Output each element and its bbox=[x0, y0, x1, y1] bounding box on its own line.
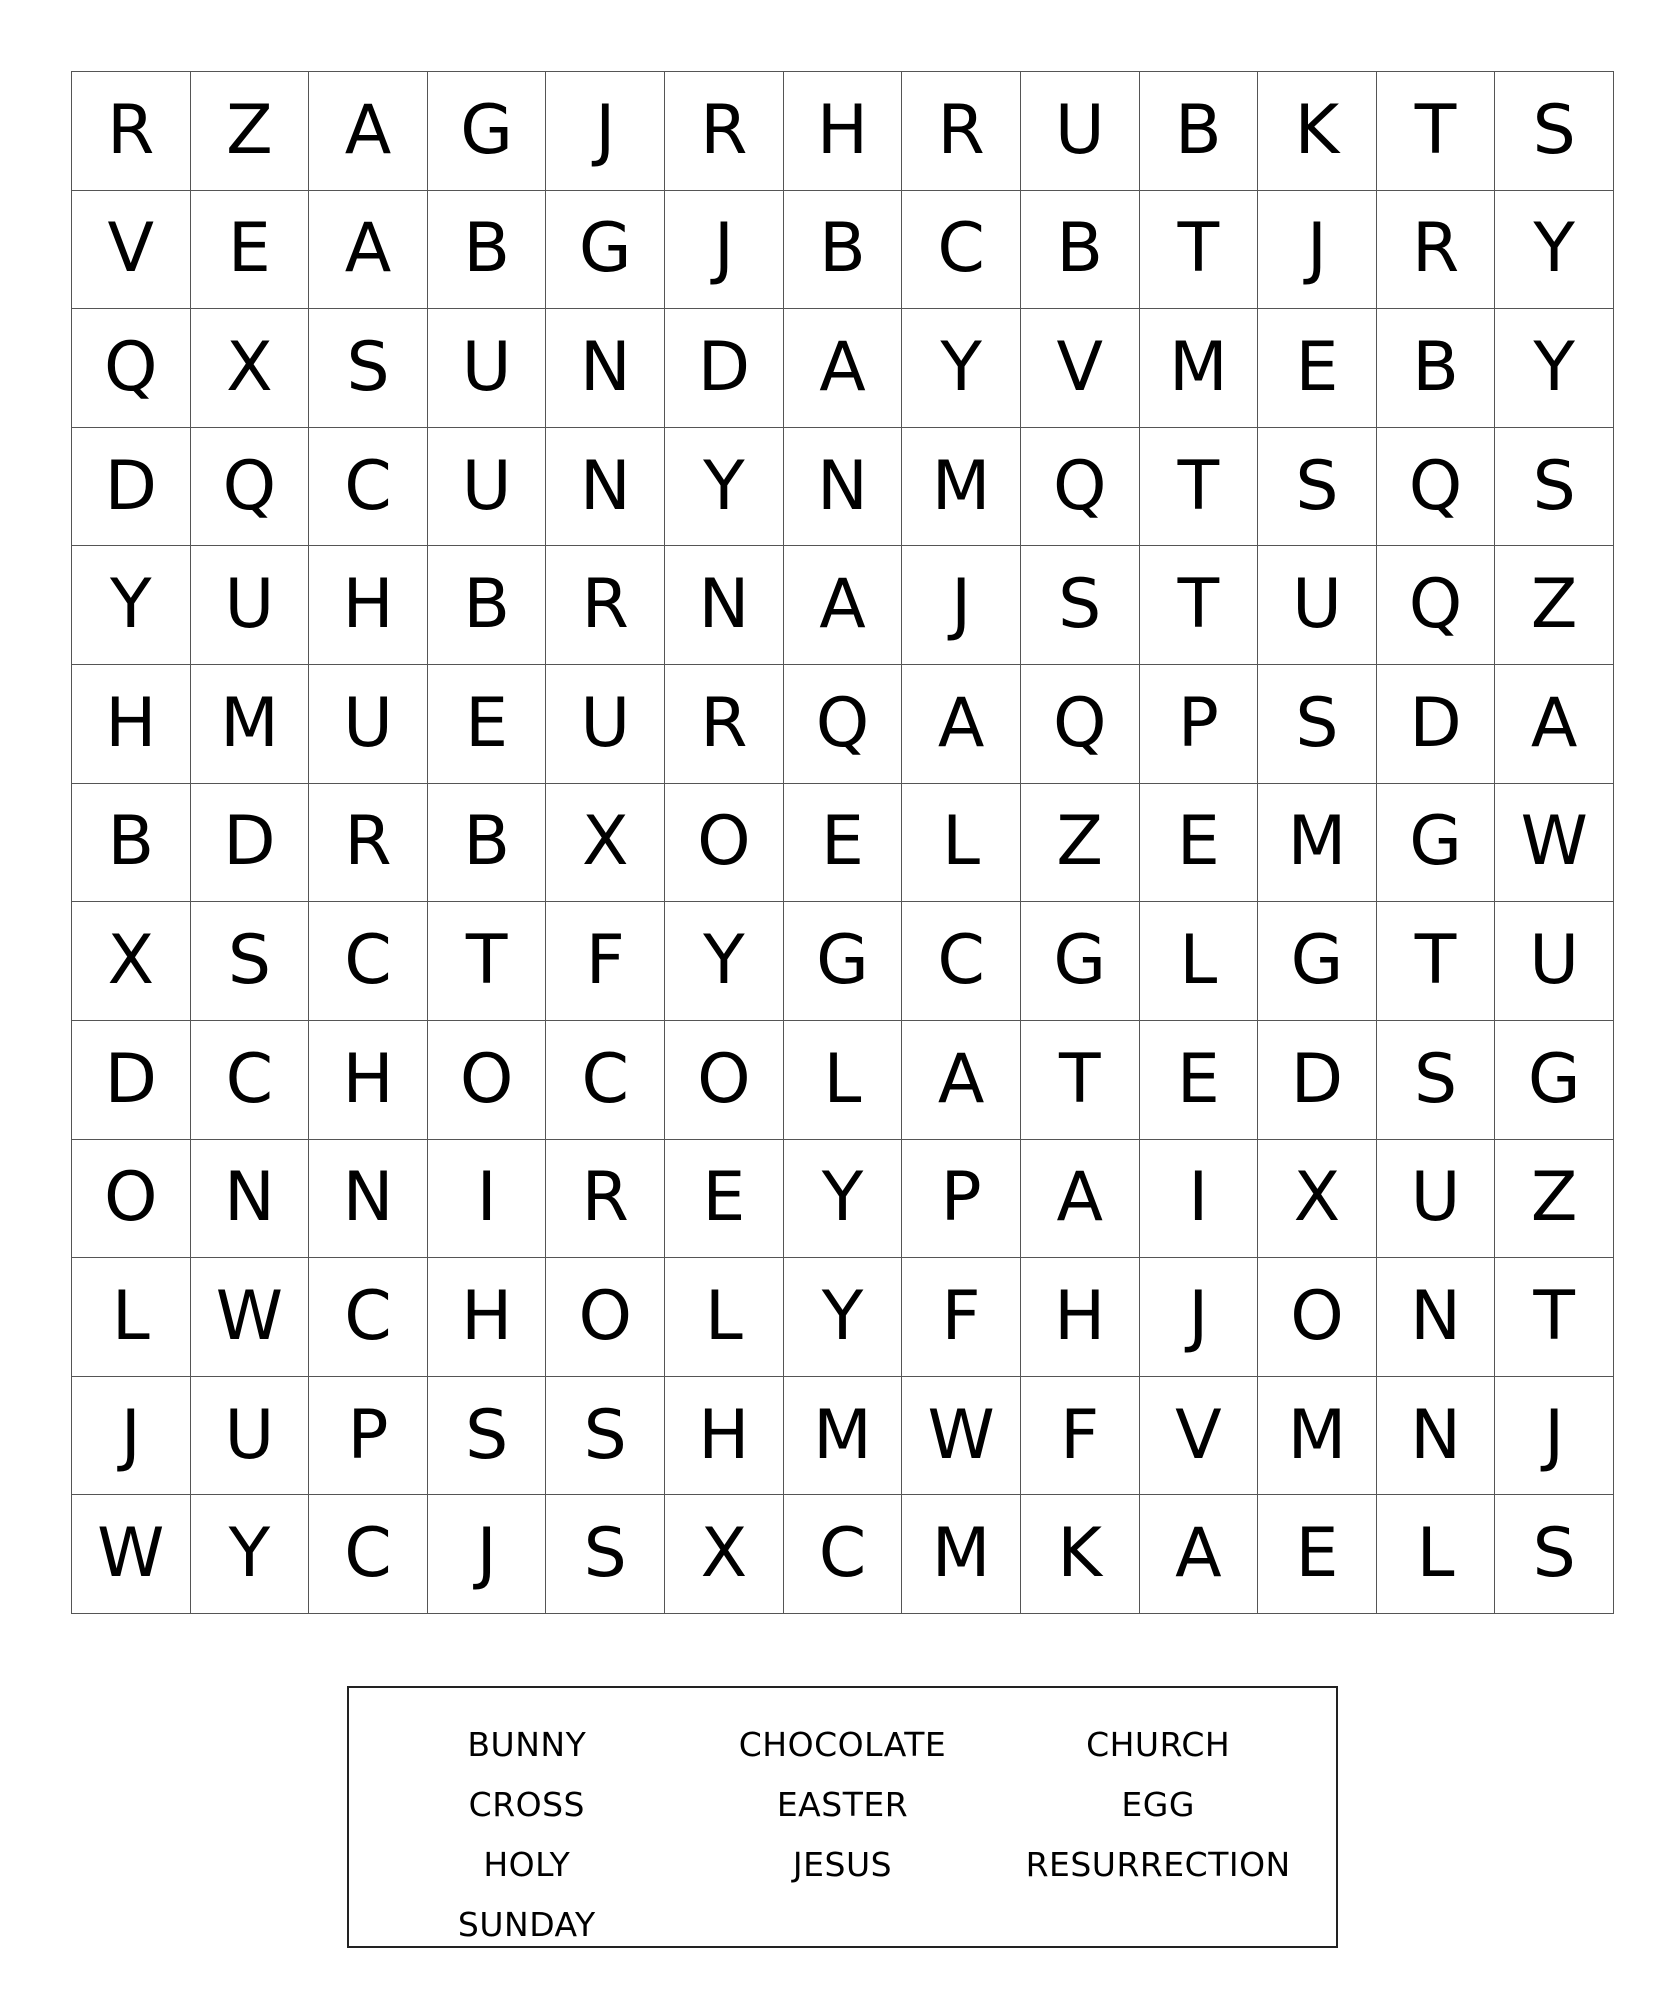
grid-cell[interactable]: J bbox=[546, 72, 665, 191]
grid-cell[interactable]: I bbox=[1140, 1140, 1259, 1259]
grid-cell[interactable]: B bbox=[784, 191, 903, 310]
grid-cell[interactable]: N bbox=[1377, 1258, 1496, 1377]
grid-cell[interactable]: N bbox=[1377, 1377, 1496, 1496]
word-bank-item: CHOCOLATE bbox=[738, 1724, 947, 1764]
grid-cell[interactable]: H bbox=[309, 546, 428, 665]
grid-cell[interactable]: C bbox=[546, 1021, 665, 1140]
grid-cell[interactable]: U bbox=[309, 665, 428, 784]
grid-cell[interactable]: O bbox=[1258, 1258, 1377, 1377]
grid-cell[interactable]: H bbox=[1021, 1258, 1140, 1377]
grid-cell[interactable]: E bbox=[1258, 1495, 1377, 1614]
grid-cell[interactable]: S bbox=[1021, 546, 1140, 665]
grid-cell[interactable]: Y bbox=[665, 428, 784, 547]
grid-cell[interactable]: R bbox=[665, 72, 784, 191]
grid-cell[interactable]: R bbox=[902, 72, 1021, 191]
grid-cell[interactable]: B bbox=[1140, 72, 1259, 191]
grid-cell[interactable]: O bbox=[546, 1258, 665, 1377]
grid-cell[interactable]: X bbox=[665, 1495, 784, 1614]
grid-cell[interactable]: B bbox=[72, 784, 191, 903]
grid-cell[interactable]: T bbox=[428, 902, 547, 1021]
grid-cell[interactable]: C bbox=[784, 1495, 903, 1614]
word-bank-item: EASTER bbox=[776, 1784, 909, 1824]
grid-cell[interactable]: Z bbox=[1021, 784, 1140, 903]
word-search-grid bbox=[71, 71, 1614, 1614]
grid-cell[interactable]: A bbox=[1140, 1495, 1259, 1614]
grid-cell[interactable]: U bbox=[428, 428, 547, 547]
grid-cell[interactable]: A bbox=[309, 72, 428, 191]
grid-cell[interactable]: O bbox=[428, 1021, 547, 1140]
grid-cell[interactable]: Y bbox=[784, 1140, 903, 1259]
grid-cell[interactable]: L bbox=[1377, 1495, 1496, 1614]
grid-cell[interactable]: Y bbox=[665, 902, 784, 1021]
grid-cell[interactable]: R bbox=[72, 72, 191, 191]
word-bank-item: RESURRECTION bbox=[1025, 1844, 1291, 1884]
grid-cell[interactable]: G bbox=[1377, 784, 1496, 903]
grid-cell[interactable]: U bbox=[191, 546, 310, 665]
grid-cell[interactable]: X bbox=[1258, 1140, 1377, 1259]
grid-cell[interactable]: N bbox=[191, 1140, 310, 1259]
grid-cell[interactable]: T bbox=[1495, 1258, 1614, 1377]
grid-cell[interactable]: Q bbox=[1021, 665, 1140, 784]
grid-cell[interactable]: H bbox=[784, 72, 903, 191]
grid-cell[interactable]: R bbox=[546, 546, 665, 665]
grid-cell[interactable]: D bbox=[191, 784, 310, 903]
grid-cell[interactable]: C bbox=[902, 191, 1021, 310]
grid-cell[interactable]: G bbox=[1021, 902, 1140, 1021]
word-bank-item: SUNDAY bbox=[457, 1904, 596, 1944]
grid-cell[interactable]: Z bbox=[1495, 1140, 1614, 1259]
grid-cell[interactable]: J bbox=[665, 191, 784, 310]
grid-cell[interactable]: H bbox=[665, 1377, 784, 1496]
grid-cell[interactable]: A bbox=[1021, 1140, 1140, 1259]
grid-cell[interactable]: F bbox=[1021, 1377, 1140, 1496]
grid-cell[interactable]: S bbox=[1495, 1495, 1614, 1614]
grid-cell[interactable]: J bbox=[1258, 191, 1377, 310]
grid-cell[interactable]: P bbox=[309, 1377, 428, 1496]
grid-cell[interactable]: R bbox=[546, 1140, 665, 1259]
grid-cell[interactable]: Q bbox=[1377, 546, 1496, 665]
grid-cell[interactable]: N bbox=[546, 428, 665, 547]
word-bank-item: EGG bbox=[1121, 1784, 1195, 1824]
grid-cell[interactable]: W bbox=[1495, 784, 1614, 903]
grid-cell[interactable]: A bbox=[902, 1021, 1021, 1140]
grid-cell[interactable]: S bbox=[1377, 1021, 1496, 1140]
grid-cell[interactable]: U bbox=[428, 309, 547, 428]
grid-cell[interactable]: F bbox=[546, 902, 665, 1021]
grid-cell[interactable]: D bbox=[665, 309, 784, 428]
grid-cell[interactable]: U bbox=[1495, 902, 1614, 1021]
grid-cell[interactable]: O bbox=[665, 784, 784, 903]
word-bank-item: HOLY bbox=[483, 1844, 571, 1884]
grid-cell[interactable]: M bbox=[784, 1377, 903, 1496]
grid-cell[interactable]: I bbox=[428, 1140, 547, 1259]
grid-cell[interactable]: Y bbox=[784, 1258, 903, 1377]
grid-cell[interactable]: J bbox=[72, 1377, 191, 1496]
grid-cell[interactable]: E bbox=[784, 784, 903, 903]
grid-cell[interactable]: E bbox=[1140, 784, 1259, 903]
grid-cell[interactable]: R bbox=[1377, 191, 1496, 310]
grid-cell[interactable]: E bbox=[1140, 1021, 1259, 1140]
grid-cell[interactable]: T bbox=[1140, 546, 1259, 665]
grid-cell[interactable]: L bbox=[665, 1258, 784, 1377]
grid-cell[interactable]: G bbox=[428, 72, 547, 191]
grid-cell[interactable]: K bbox=[1258, 72, 1377, 191]
grid-cell[interactable]: A bbox=[1495, 665, 1614, 784]
grid-cell[interactable]: B bbox=[428, 546, 547, 665]
grid-cell[interactable]: W bbox=[902, 1377, 1021, 1496]
grid-cell[interactable]: M bbox=[1258, 784, 1377, 903]
grid-cell[interactable]: S bbox=[309, 309, 428, 428]
grid-cell[interactable]: E bbox=[191, 191, 310, 310]
grid-cell[interactable]: J bbox=[1140, 1258, 1259, 1377]
grid-cell[interactable]: A bbox=[784, 546, 903, 665]
grid-cell[interactable]: D bbox=[1258, 1021, 1377, 1140]
grid-cell[interactable]: N bbox=[309, 1140, 428, 1259]
grid-cell[interactable]: V bbox=[1021, 309, 1140, 428]
grid-cell[interactable]: T bbox=[1021, 1021, 1140, 1140]
grid-cell[interactable]: H bbox=[309, 1021, 428, 1140]
grid-cell[interactable]: R bbox=[309, 784, 428, 903]
grid-cell[interactable]: S bbox=[1258, 665, 1377, 784]
grid-cell[interactable]: C bbox=[309, 428, 428, 547]
grid-cell[interactable]: A bbox=[902, 665, 1021, 784]
word-bank bbox=[347, 1686, 1338, 1948]
grid-cell[interactable]: T bbox=[1377, 902, 1496, 1021]
grid-cell[interactable]: L bbox=[1140, 902, 1259, 1021]
word-bank-item: CHURCH bbox=[1086, 1724, 1231, 1764]
grid-cell[interactable]: W bbox=[191, 1258, 310, 1377]
grid-cell[interactable]: N bbox=[665, 546, 784, 665]
word-bank-item: JESUS bbox=[792, 1844, 893, 1884]
grid-cell[interactable]: Z bbox=[1495, 546, 1614, 665]
grid-cell[interactable]: L bbox=[784, 1021, 903, 1140]
grid-cell[interactable]: P bbox=[1140, 665, 1259, 784]
grid-cell[interactable]: C bbox=[309, 1258, 428, 1377]
grid-cell[interactable]: C bbox=[309, 1495, 428, 1614]
grid-cell[interactable]: J bbox=[902, 546, 1021, 665]
grid-cell[interactable]: V bbox=[1140, 1377, 1259, 1496]
grid-cell[interactable]: E bbox=[665, 1140, 784, 1259]
grid-cell[interactable]: M bbox=[902, 1495, 1021, 1614]
word-bank-item: CROSS bbox=[468, 1784, 585, 1824]
grid-cell[interactable]: Q bbox=[191, 428, 310, 547]
grid-cell[interactable]: B bbox=[428, 191, 547, 310]
grid-cell[interactable]: V bbox=[72, 191, 191, 310]
grid-cell[interactable]: M bbox=[191, 665, 310, 784]
grid-cell[interactable]: Y bbox=[72, 546, 191, 665]
grid-cell[interactable]: U bbox=[1258, 546, 1377, 665]
grid-cell[interactable]: M bbox=[902, 428, 1021, 547]
grid-cell[interactable]: Y bbox=[1495, 191, 1614, 310]
grid-cell[interactable]: C bbox=[902, 902, 1021, 1021]
grid-cell[interactable]: R bbox=[665, 665, 784, 784]
grid-cell[interactable]: S bbox=[1495, 72, 1614, 191]
grid-cell[interactable]: X bbox=[191, 309, 310, 428]
grid-cell[interactable]: O bbox=[665, 1021, 784, 1140]
grid-cell[interactable]: P bbox=[902, 1140, 1021, 1259]
grid-cell[interactable]: S bbox=[1258, 428, 1377, 547]
grid-cell[interactable]: A bbox=[784, 309, 903, 428]
grid-cell[interactable]: T bbox=[1140, 191, 1259, 310]
grid-cell[interactable]: M bbox=[1140, 309, 1259, 428]
grid-cell[interactable]: Z bbox=[191, 72, 310, 191]
grid-cell[interactable]: C bbox=[309, 902, 428, 1021]
grid-cell[interactable]: D bbox=[72, 428, 191, 547]
grid-cell[interactable]: G bbox=[784, 902, 903, 1021]
grid-cell[interactable]: O bbox=[72, 1140, 191, 1259]
grid-cell[interactable]: U bbox=[1021, 72, 1140, 191]
grid-cell[interactable]: D bbox=[72, 1021, 191, 1140]
grid-cell[interactable]: Q bbox=[1021, 428, 1140, 547]
grid-cell[interactable]: B bbox=[428, 784, 547, 903]
grid-cell[interactable]: L bbox=[902, 784, 1021, 903]
grid-cell[interactable]: A bbox=[309, 191, 428, 310]
grid-cell[interactable]: F bbox=[902, 1258, 1021, 1377]
grid-cell[interactable]: B bbox=[1021, 191, 1140, 310]
grid-cell[interactable]: T bbox=[1140, 428, 1259, 547]
grid-cell[interactable]: W bbox=[72, 1495, 191, 1614]
grid-cell[interactable]: K bbox=[1021, 1495, 1140, 1614]
grid-cell[interactable]: S bbox=[1495, 428, 1614, 547]
grid-cell[interactable]: X bbox=[546, 784, 665, 903]
grid-cell[interactable]: C bbox=[191, 1021, 310, 1140]
grid-cell[interactable]: E bbox=[1258, 309, 1377, 428]
grid-cell[interactable]: S bbox=[546, 1495, 665, 1614]
grid-cell[interactable]: G bbox=[546, 191, 665, 310]
grid-cell[interactable]: Q bbox=[72, 309, 191, 428]
grid-cell[interactable]: E bbox=[428, 665, 547, 784]
grid-cell[interactable]: S bbox=[191, 902, 310, 1021]
grid-cell[interactable]: U bbox=[1377, 1140, 1496, 1259]
grid-cell[interactable]: Y bbox=[191, 1495, 310, 1614]
grid-cell[interactable]: N bbox=[546, 309, 665, 428]
grid-cell[interactable]: L bbox=[72, 1258, 191, 1377]
grid-cell[interactable]: M bbox=[1258, 1377, 1377, 1496]
grid-cell[interactable]: Q bbox=[784, 665, 903, 784]
grid-cell[interactable]: U bbox=[191, 1377, 310, 1496]
grid-cell[interactable]: S bbox=[546, 1377, 665, 1496]
grid-cell[interactable]: H bbox=[428, 1258, 547, 1377]
grid-cell[interactable]: B bbox=[1377, 309, 1496, 428]
grid-cell[interactable]: X bbox=[72, 902, 191, 1021]
grid-cell[interactable]: J bbox=[1495, 1377, 1614, 1496]
grid-cell[interactable]: U bbox=[546, 665, 665, 784]
grid-cell[interactable]: G bbox=[1258, 902, 1377, 1021]
grid-cell[interactable]: T bbox=[1377, 72, 1496, 191]
grid-cell[interactable]: Y bbox=[902, 309, 1021, 428]
grid-cell[interactable]: G bbox=[1495, 1021, 1614, 1140]
grid-cell[interactable]: N bbox=[784, 428, 903, 547]
grid-cell[interactable]: S bbox=[428, 1377, 547, 1496]
word-bank-item: BUNNY bbox=[467, 1724, 587, 1764]
grid-cell[interactable]: J bbox=[428, 1495, 547, 1614]
grid-cell[interactable]: H bbox=[72, 665, 191, 784]
grid-cell[interactable]: Q bbox=[1377, 428, 1496, 547]
grid-cell[interactable]: D bbox=[1377, 665, 1496, 784]
grid-cell[interactable]: Y bbox=[1495, 309, 1614, 428]
